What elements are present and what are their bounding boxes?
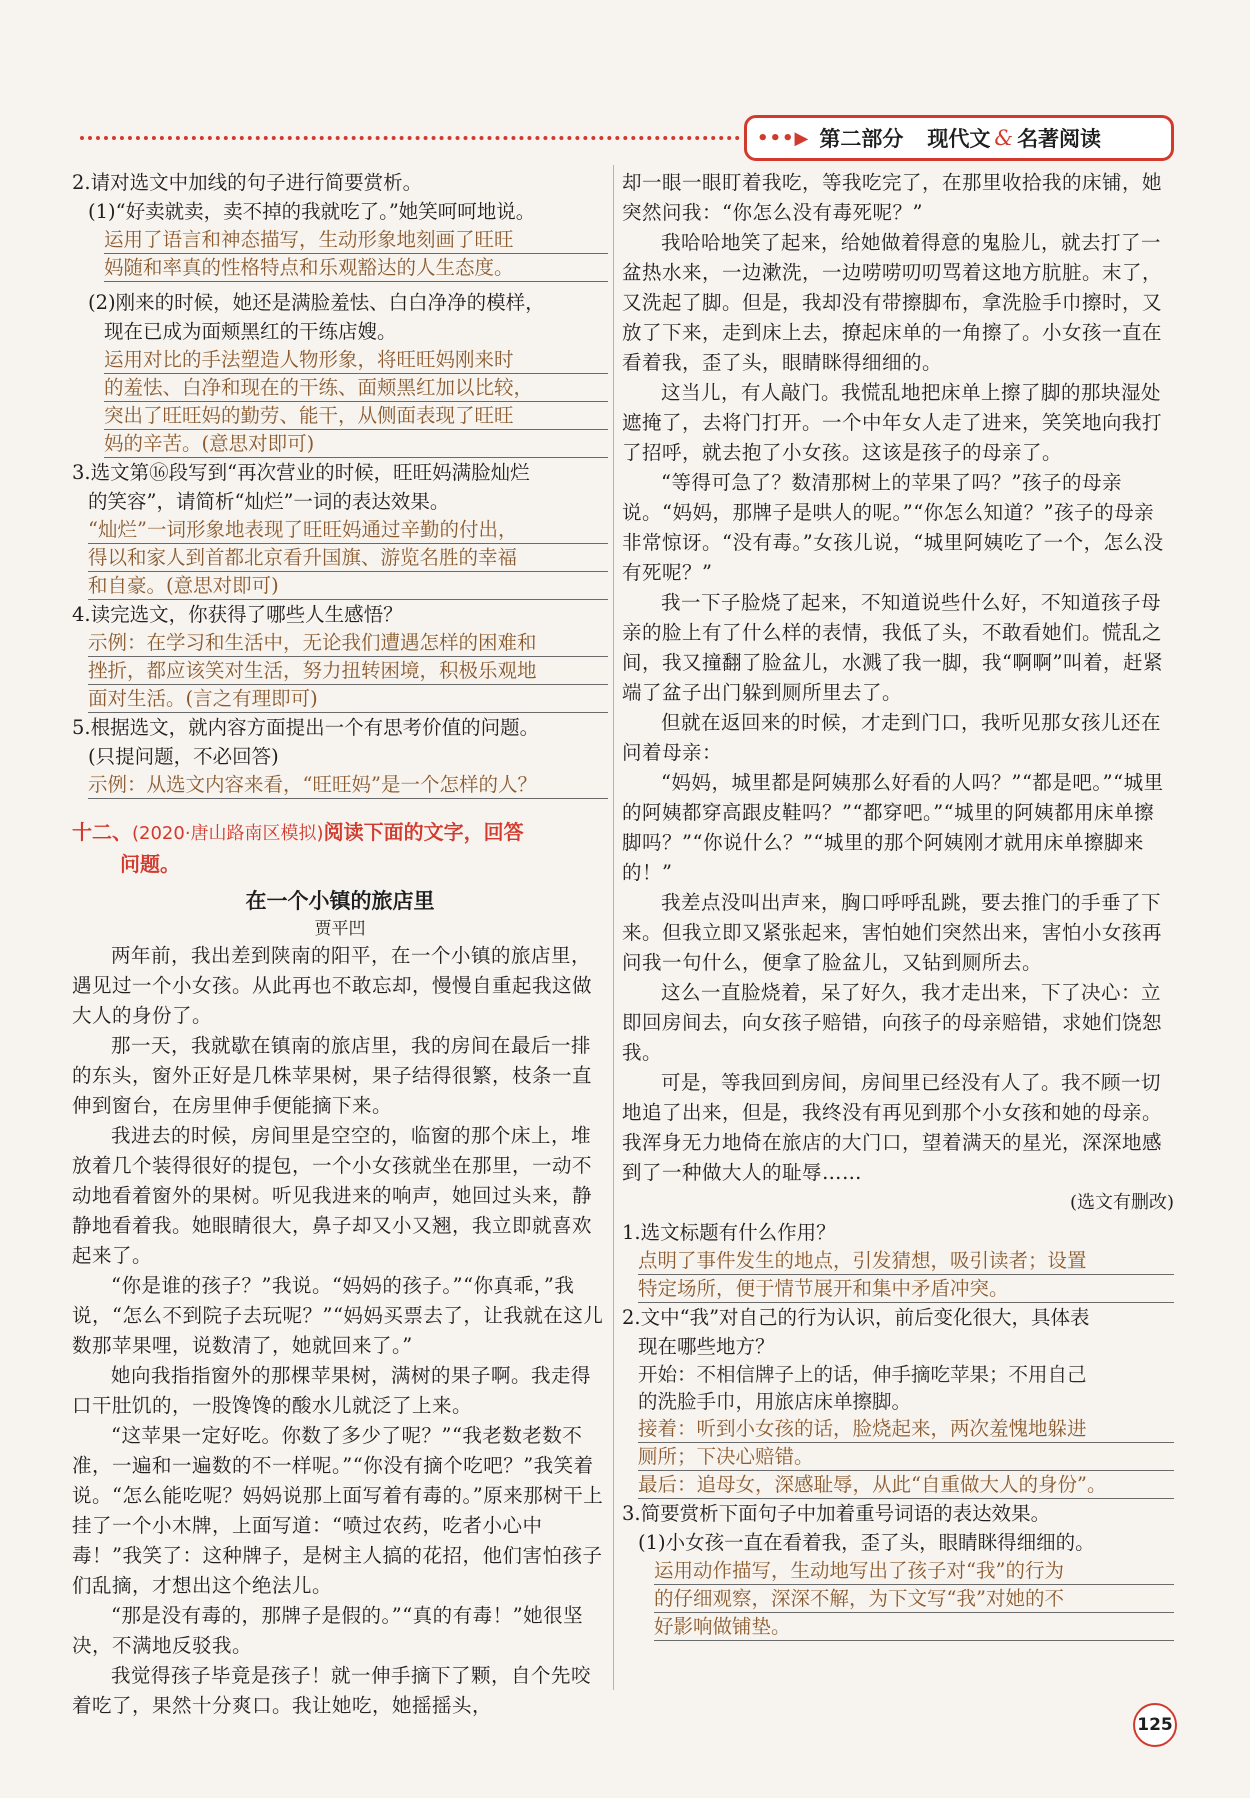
answer-5 [88, 771, 608, 799]
answer-r2-last [638, 1471, 1174, 1499]
answer-4 [88, 629, 608, 713]
answer-line: 得以和家人到首都北京看升国旗、游览名胜的幸福 [88, 544, 608, 572]
answer-r2-next [638, 1415, 1174, 1471]
story-paragraph: 我觉得孩子毕竟是孩子！就一伸手摘下了颗，自个先咬着吃了，果然十分爽口。我让她吃，她摇摇头， [72, 1664, 592, 1717]
story-paragraph: 我差点没叫出声来，胸口呼呼乱跳，要去推门的手垂了下来。但我立即又紧张起来，害怕她们突然出来，害怕小女孩再问我一句什么，便拿了脸盆儿，又钻到厕所去。 [622, 891, 1163, 974]
story-paragraph: 可是，等我回到房间，房间里已经没有人了。我不顾一切地追了出来，但是，我终没有再见到那个小女孩和她的母亲。我浑身无力地倚在旅店的大门口，望着满天的星光，深深地感到了一种做大人的耻辱…… [622, 1071, 1163, 1184]
story-paragraph: “这苹果一定好吃。你数了多少了呢？”“我老数老数不准，一遍和一遍数的不一样呢。”“你没有摘个吃吧？”我笑着说。“怎么能吃呢？妈妈说那上面写着有毒的。”原来那树干上挂了一个小木牌，上面写道：“喷过农药，吃者小心中毒！”我笑了：这种牌子，是树主人搞的花招，他们害怕孩子们乱摘，才想出这个绝法儿。 [72, 1424, 604, 1597]
answer-line: 开始：不相信牌子上的话，伸手摘吃苹果；不用自己 [638, 1363, 1087, 1386]
answer-line: 突出了旺旺妈的勤劳、能干，从侧面表现了旺旺 [104, 402, 608, 430]
question-r3: 3.简要赏析下面句子中加着重号词语的表达效果。 [622, 1502, 1051, 1525]
answer-line: 运用了语言和神态描写，生动形象地刻画了旺旺 [104, 226, 608, 254]
answer-line: 挫折，都应该笑对生活，努力扭转困境，积极乐观地 [88, 657, 608, 685]
section-source: (2020·唐山路南区模拟) [132, 823, 324, 844]
answer-line: 示例：在学习和生活中，无论我们遭遇怎样的困难和 [88, 629, 608, 657]
column-divider [613, 165, 614, 1690]
section-number: 十二、 [72, 820, 132, 844]
story-paragraph: “妈妈，城里都是阿姨那么好看的人吗？”“都是吧。”“城里的阿姨都穿高跟皮鞋吗？”“都穿吧。”“城里的阿姨都用床单擦脚吗？”“你说什么？”“城里的那个阿姨刚才就用床单擦脚来的！” [622, 771, 1164, 884]
story-paragraph: 我哈哈地笑了起来，给她做着得意的鬼脸儿，就去打了一盆热水来，一边漱洗，一边唠唠叨叨骂着这地方肮脏。末了，又洗起了脚。但是，我却没有带擦脚布，拿洗脸手巾擦时，又放了下来，走到床上去，撩起床单的一角擦了。小女孩一直在看着我，歪了头，眼睛眯得细细的。 [622, 231, 1163, 374]
story-paragraph: 那一天，我就歇在镇南的旅店里，我的房间在最后一排的东头，窗外正好是几株苹果树，果子结得很繁，枝条一直伸到窗台，在房里伸手便能摘下来。 [72, 1034, 593, 1117]
excerpt-note: (选文有删改) [1069, 1192, 1174, 1213]
right-column [622, 168, 1174, 1641]
question-5-cont: (只提问题，不必回答) [88, 745, 279, 768]
answer-line: 特定场所，便于情节展开和集中矛盾冲突。 [638, 1275, 1174, 1303]
answer-2-2 [104, 346, 608, 458]
story-paragraph: 却一眼一眼盯着我吃，等我吃完了，在那里收拾我的床铺，她突然问我：“你怎么没有毒死呢？” [622, 171, 1163, 224]
answer-line: 运用对比的手法塑造人物形象，将旺旺妈刚来时 [104, 346, 608, 374]
answer-line: 示例：从选文内容来看，“旺旺妈”是一个怎样的人？ [88, 771, 608, 799]
arrow-icon: •••▶ [757, 127, 810, 149]
question-4: 4.读完选文，你获得了哪些人生感悟？ [72, 603, 403, 626]
answer-line: 面对生活。(言之有理即可) [88, 685, 608, 713]
question-r2: 2.文中“我”对自己的行为认识，前后变化很大，具体表 [622, 1306, 1090, 1329]
question-3: 3.选文第⑯段写到“再次营业的时候，旺旺妈满脸灿烂 [72, 461, 530, 484]
answer-line: 和自豪。(意思对即可) [88, 572, 608, 600]
story-paragraph: 我进去的时候，房间里是空空的，临窗的那个床上，堆放着几个装得很好的提包，一个小女孩就坐在那里，一动不动地看着窗外的果树。听见我进来的响声，她回过头来，静静地看着我。她眼睛很大，鼻子却又小又翘，我立即就喜欢起来了。 [72, 1124, 593, 1267]
story-paragraph: 这当儿，有人敲门。我慌乱地把床单上擦了脚的那块湿处遮掩了，去将门打开。一个中年女人走了进来，笑笑地向我打了招呼，就去抱了小女孩。这该是孩子的母亲了。 [622, 381, 1163, 464]
answer-line: 的仔细观察，深深不解，为下文写“我”对她的不 [654, 1585, 1174, 1613]
question-r3-1: (1)小女孩一直在看着我，歪了头，眼睛眯得细细的。 [638, 1531, 1095, 1554]
section-instruction: 阅读下面的文字，回答 [323, 820, 524, 844]
section-12-title [72, 817, 608, 849]
left-column [72, 168, 608, 1721]
answer-line: 厕所；下决心赔错。 [638, 1443, 1174, 1471]
answer-2-1 [104, 226, 608, 282]
header-amp: & [994, 126, 1014, 150]
answer-line: 妈的辛苦。(意思对即可) [104, 430, 608, 458]
question-2-1: (1)“好卖就卖，卖不掉的我就吃了。”她笑呵呵地说。 [88, 200, 536, 223]
question-r1: 1.选文标题有什么作用？ [622, 1221, 836, 1244]
answer-line: “灿烂”一词形象地表现了旺旺妈通过辛勤的付出， [88, 516, 608, 544]
page-number: 125 [1133, 1703, 1177, 1747]
story-paragraph: 但就在返回来的时候，才走到门口，我听见那女孩儿还在问着母亲： [622, 711, 1162, 764]
header-section-a: 现代文 [927, 127, 991, 151]
header-dotted-rule [80, 136, 740, 140]
answer-line: 的羞怯、白净和现在的干练、面颊黑红加以比较， [104, 374, 608, 402]
question-5: 5.根据选文，就内容方面提出一个有思考价值的问题。 [72, 716, 540, 739]
story-paragraph: 这么一直脸烧着，呆了好久，我才走出来，下了决心：立即回房间去，向女孩子赔错，向孩子的母亲赔错，求她们饶恕我。 [622, 981, 1163, 1064]
question-3-cont: 的笑容”，请简析“灿烂”一词的表达效果。 [88, 490, 450, 513]
answer-line: 最后：追母女，深感耻辱，从此“自重做大人的身份”。 [638, 1471, 1174, 1499]
header-part: 第二部分 [819, 127, 904, 151]
section-header [744, 115, 1174, 161]
answer-line: 的洗脸手巾，用旅店床单擦脚。 [638, 1390, 912, 1413]
story-paragraph: 她向我指指窗外的那棵苹果树，满树的果子啊。我走得口干肚饥的，一股馋馋的酸水儿就泛了上来。 [72, 1364, 592, 1417]
answer-line: 接着：听到小女孩的话，脸烧起来，两次羞愧地躲进 [638, 1415, 1174, 1443]
story-paragraph: “那是没有毒的，那牌子是假的。”“真的有毒！”她很坚决，不满地反驳我。 [72, 1604, 584, 1657]
answer-r2-start [638, 1361, 1174, 1415]
story-title: 在一个小镇的旅店里 [245, 889, 435, 913]
header-section-b: 名著阅读 [1017, 127, 1102, 151]
section-instruction-cont: 问题。 [120, 852, 180, 876]
answer-line: 点明了事件发生的地点，引发猜想，吸引读者；设置 [638, 1247, 1174, 1275]
question-2-2-cont: 现在已成为面颊黑红的干练店嫂。 [104, 320, 397, 343]
answer-r3-1 [654, 1557, 1174, 1641]
answer-line: 妈随和率真的性格特点和乐观豁达的人生态度。 [104, 254, 608, 282]
answer-line: 运用动作描写，生动地写出了孩子对“我”的行为 [654, 1557, 1174, 1585]
question-2-2: (2)刚来的时候，她还是满脸羞怯、白白净净的模样， [88, 291, 545, 314]
story-author: 贾平凹 [314, 919, 366, 939]
story-paragraph: “你是谁的孩子？”我说。“妈妈的孩子。”“你真乖，”我说，“怎么不到院子去玩呢？”“妈妈买票去了，让我就在这儿数那苹果哩，说数清了，她就回来了。” [72, 1274, 604, 1357]
answer-line: 好影响做铺垫。 [654, 1613, 1174, 1641]
story-paragraph: 两年前，我出差到陕南的阳平，在一个小镇的旅店里，遇见过一个小女孩。从此再也不敢忘却，慢慢自重起我这做大人的身份了。 [72, 944, 593, 1027]
story-paragraph: 我一下子脸烧了起来，不知道说些什么好，不知道孩子母亲的脸上有了什么样的表情，我低了头，不敢看她们。慌乱之间，我又撞翻了脸盆儿，水溅了我一脚，我“啊啊”叫着，赶紧端了盆子出门躲到厕所里去了。 [622, 591, 1163, 704]
answer-3 [88, 516, 608, 600]
answer-r1 [638, 1247, 1174, 1303]
story-paragraph: “等得可急了？数清那树上的苹果了吗？”孩子的母亲说。“妈妈，那牌子是哄人的呢。”“你怎么知道？”孩子的母亲非常惊讶。“没有毒。”女孩儿说，“城里阿姨吃了一个，怎么没有死呢？” [622, 471, 1164, 584]
question-r2-cont: 现在哪些地方？ [638, 1335, 775, 1358]
question-2: 2.请对选文中加线的句子进行简要赏析。 [72, 171, 423, 194]
